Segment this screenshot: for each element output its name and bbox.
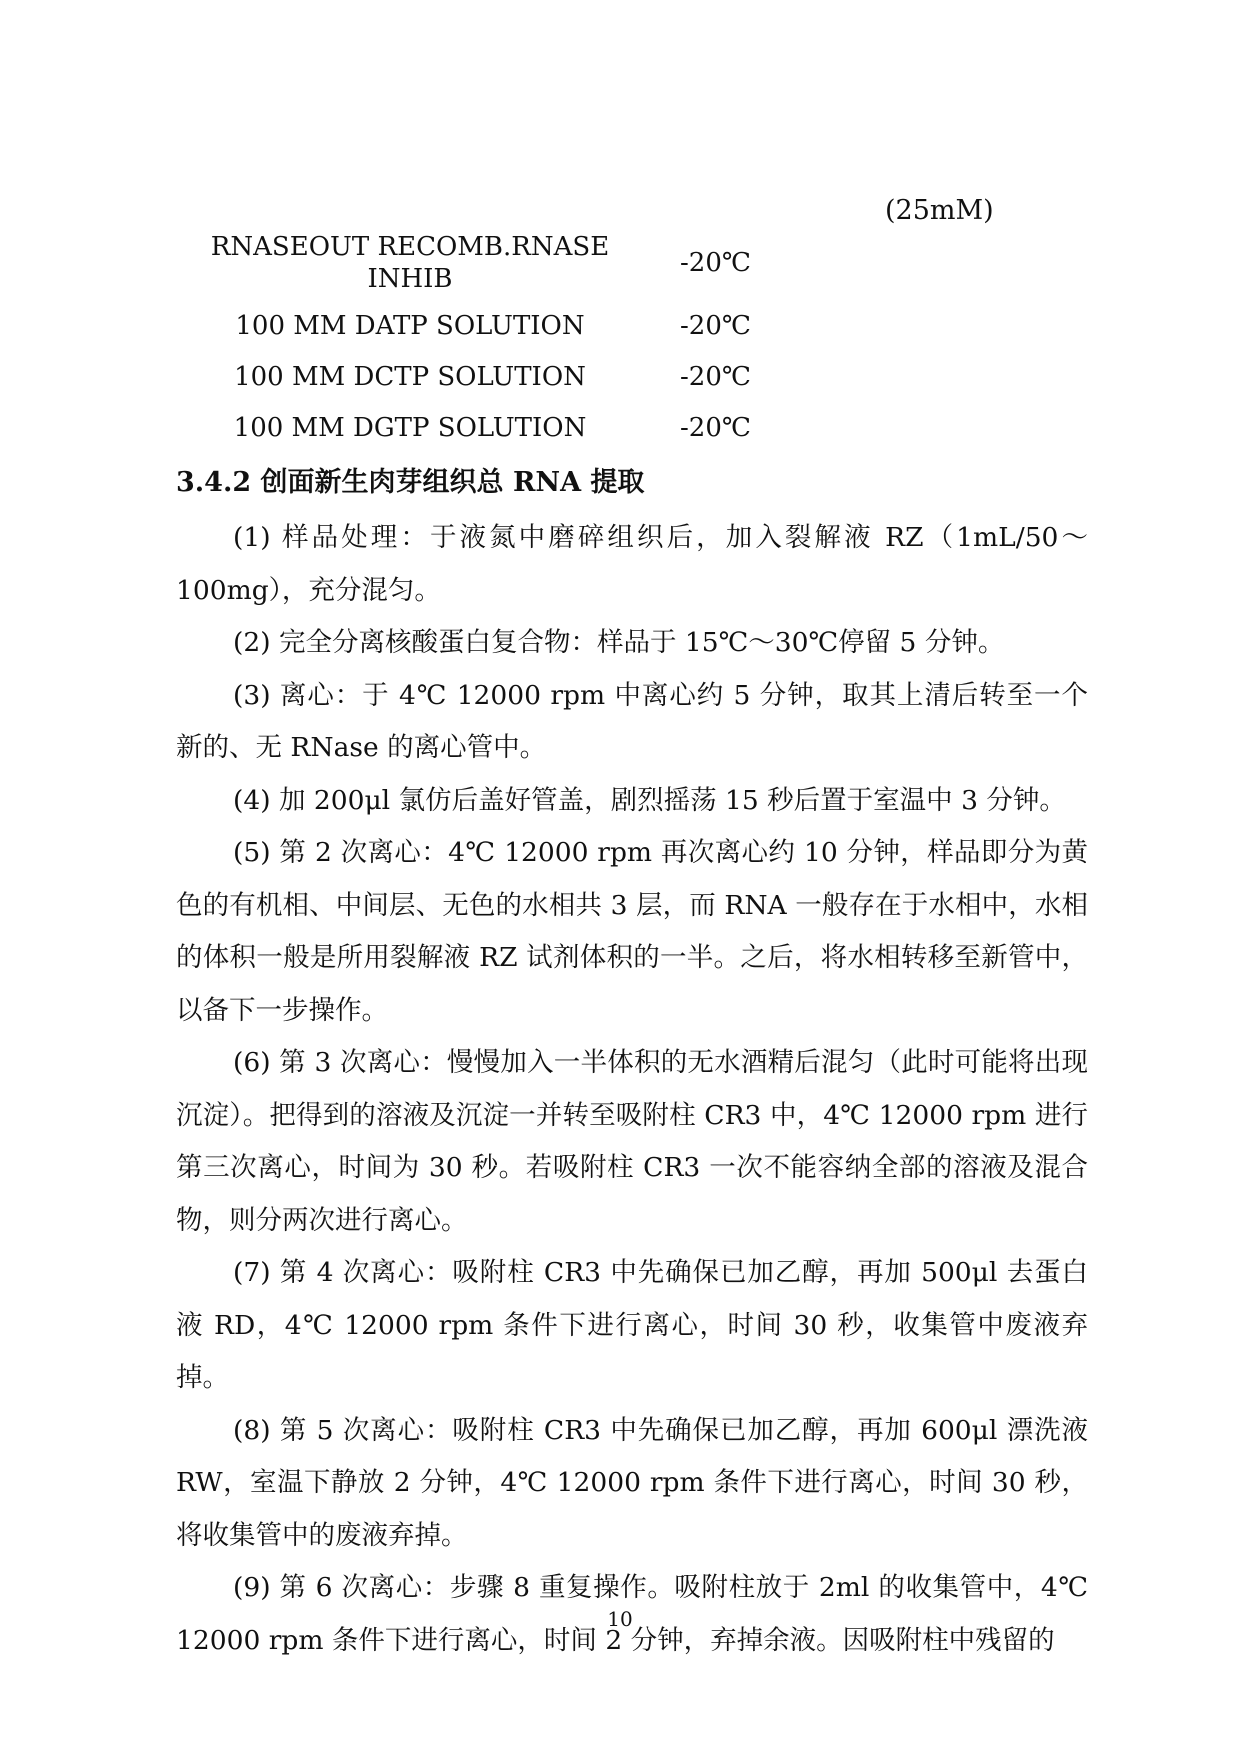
page-number: 10 [607, 1607, 633, 1631]
table-row [180, 230, 900, 296]
procedure-step: (4) 加 200μl 氯仿后盖好管盖，剧烈摇荡 15 秒后置于室温中 3 分钟。 [233, 784, 1066, 816]
procedure-step: (2) 完全分离核酸蛋白复合物：样品于 15℃～30℃停留 5 分钟。 [233, 627, 1005, 658]
procedure-step: (5) 第 2 次离心：4℃ 12000 rpm 再次离心约 10 分钟，样品即分为黄色的有机相、中间层、无色的水相共 3 层，而 RNA 一般存在于水相中，水相的体积一般是所用裂解液 RZ 试剂体积的一半。之后，将水相转移至新管中，以备下一步操作。 [176, 837, 1088, 1026]
storage-temperature: -20℃ [680, 311, 751, 341]
reagent-name [180, 231, 640, 295]
reagent-name-line: RNASEOUT RECOMB.RNASE [210, 232, 610, 262]
procedure-step: (9) 第 6 次离心：步骤 8 重复操作。吸附柱放于 2ml 的收集管中，4℃ 12000 rpm 条件下进行离心，时间 2 分钟，弃掉余液。因吸附柱中残留的 [176, 1572, 1088, 1656]
reagent-name: 100 MM DGTP SOLUTION [233, 413, 587, 443]
storage-temperature: -20℃ [680, 248, 751, 278]
procedure-steps [176, 512, 1088, 1667]
table-continued-note: (25mM) [885, 195, 994, 226]
table-row [180, 408, 900, 448]
section-heading: 3.4.2 创面新生肉芽组织总 RNA 提取 [176, 467, 645, 498]
reagent-table [180, 230, 900, 448]
procedure-step: (6) 第 3 次离心：慢慢加入一半体积的无水酒精后混匀（此时可能将出现沉淀）。把得到的溶液及沉淀一并转至吸附柱 CR3 中，4℃ 12000 rpm 进行第三次离心，时间为 30 秒。若吸附柱 CR3 一次不能容纳全部的溶液及混合物，则分两次进行离心。 [176, 1047, 1088, 1236]
procedure-step: (3) 离心：于 4℃ 12000 rpm 中离心约 5 分钟，取其上清后转至一个新的、无 RNase 的离心管中。 [176, 679, 1088, 763]
procedure-step: (7) 第 4 次离心：吸附柱 CR3 中先确保已加乙醇，再加 500μl 去蛋白液 RD，4℃ 12000 rpm 条件下进行离心，时间 30 秒，收集管中废液弃掉。 [176, 1257, 1088, 1393]
table-row [180, 306, 900, 346]
table-row [180, 357, 900, 397]
storage-temperature: -20℃ [680, 413, 751, 443]
reagent-name-line: INHIB [367, 264, 453, 294]
procedure-step: (8) 第 5 次离心：吸附柱 CR3 中先确保已加乙醇，再加 600μl 漂洗液 RW，室温下静放 2 分钟，4℃ 12000 rpm 条件下进行离心，时间 30 秒，将收集管中的废液弃掉。 [176, 1414, 1088, 1551]
reagent-name: 100 MM DATP SOLUTION [235, 311, 585, 341]
procedure-step: (1) 样品处理：于液氮中磨碎组织后，加入裂解液 RZ（1mL/50～100mg），充分混匀。 [176, 522, 1088, 606]
storage-temperature: -20℃ [680, 362, 751, 392]
reagent-name: 100 MM DCTP SOLUTION [234, 362, 586, 392]
